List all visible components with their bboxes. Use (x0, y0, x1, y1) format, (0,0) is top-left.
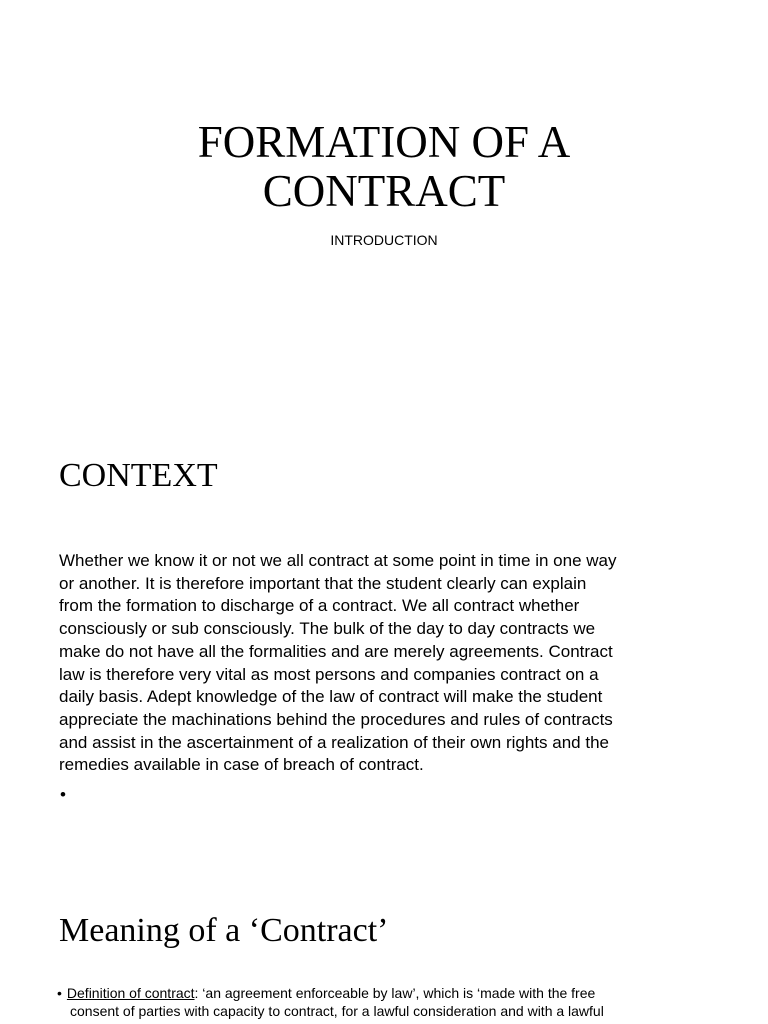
context-line: remedies available in case of breach of contract. (59, 755, 424, 775)
page-title-line-2: CONTRACT (262, 166, 506, 216)
context-line: appreciate the machinations behind the procedures and rules of contracts (59, 709, 613, 729)
context-line: or another. It is therefore important that the student clearly can explain (59, 573, 587, 593)
context-line: law is therefore very vital as most persons and companies contract on a (59, 664, 599, 684)
context-line: from the formation to discharge of a contract. We all contract whether (59, 596, 580, 616)
empty-bullet: • (60, 785, 66, 804)
context-paragraph (59, 550, 719, 777)
definition-bullet: • (57, 985, 62, 1001)
definition-term: Definition of contract (66, 985, 195, 1001)
context-line: and assist in the ascertainment of a realization of their own rights and the (59, 732, 609, 752)
context-line: consciously or sub consciously. The bulk of the day to day contracts we (59, 619, 596, 639)
context-line: daily basis. Adept knowledge of the law of contract will make the student (59, 687, 603, 707)
definition-row-2: consent of parties with capacity to contract, for a lawful consideration and with a lawful (70, 1003, 604, 1019)
page-title-line-1: FORMATION OF A (197, 117, 571, 167)
meaning-heading: Meaning of a ‘Contract’ (59, 912, 389, 949)
definition-row-1 (57, 984, 717, 1002)
context-heading: CONTEXT (59, 457, 218, 494)
definition-text: : ‘an agreement enforceable by law’, which is ‘made with the free (194, 985, 596, 1001)
definition-list-item (57, 984, 717, 1020)
context-line: Whether we know it or not we all contract at some point in time in one way (59, 551, 617, 570)
context-line: make do not have all the formalities and are merely agreements. Contract (59, 641, 613, 661)
page-subtitle: INTRODUCTION (330, 232, 438, 248)
page-title (0, 118, 768, 216)
